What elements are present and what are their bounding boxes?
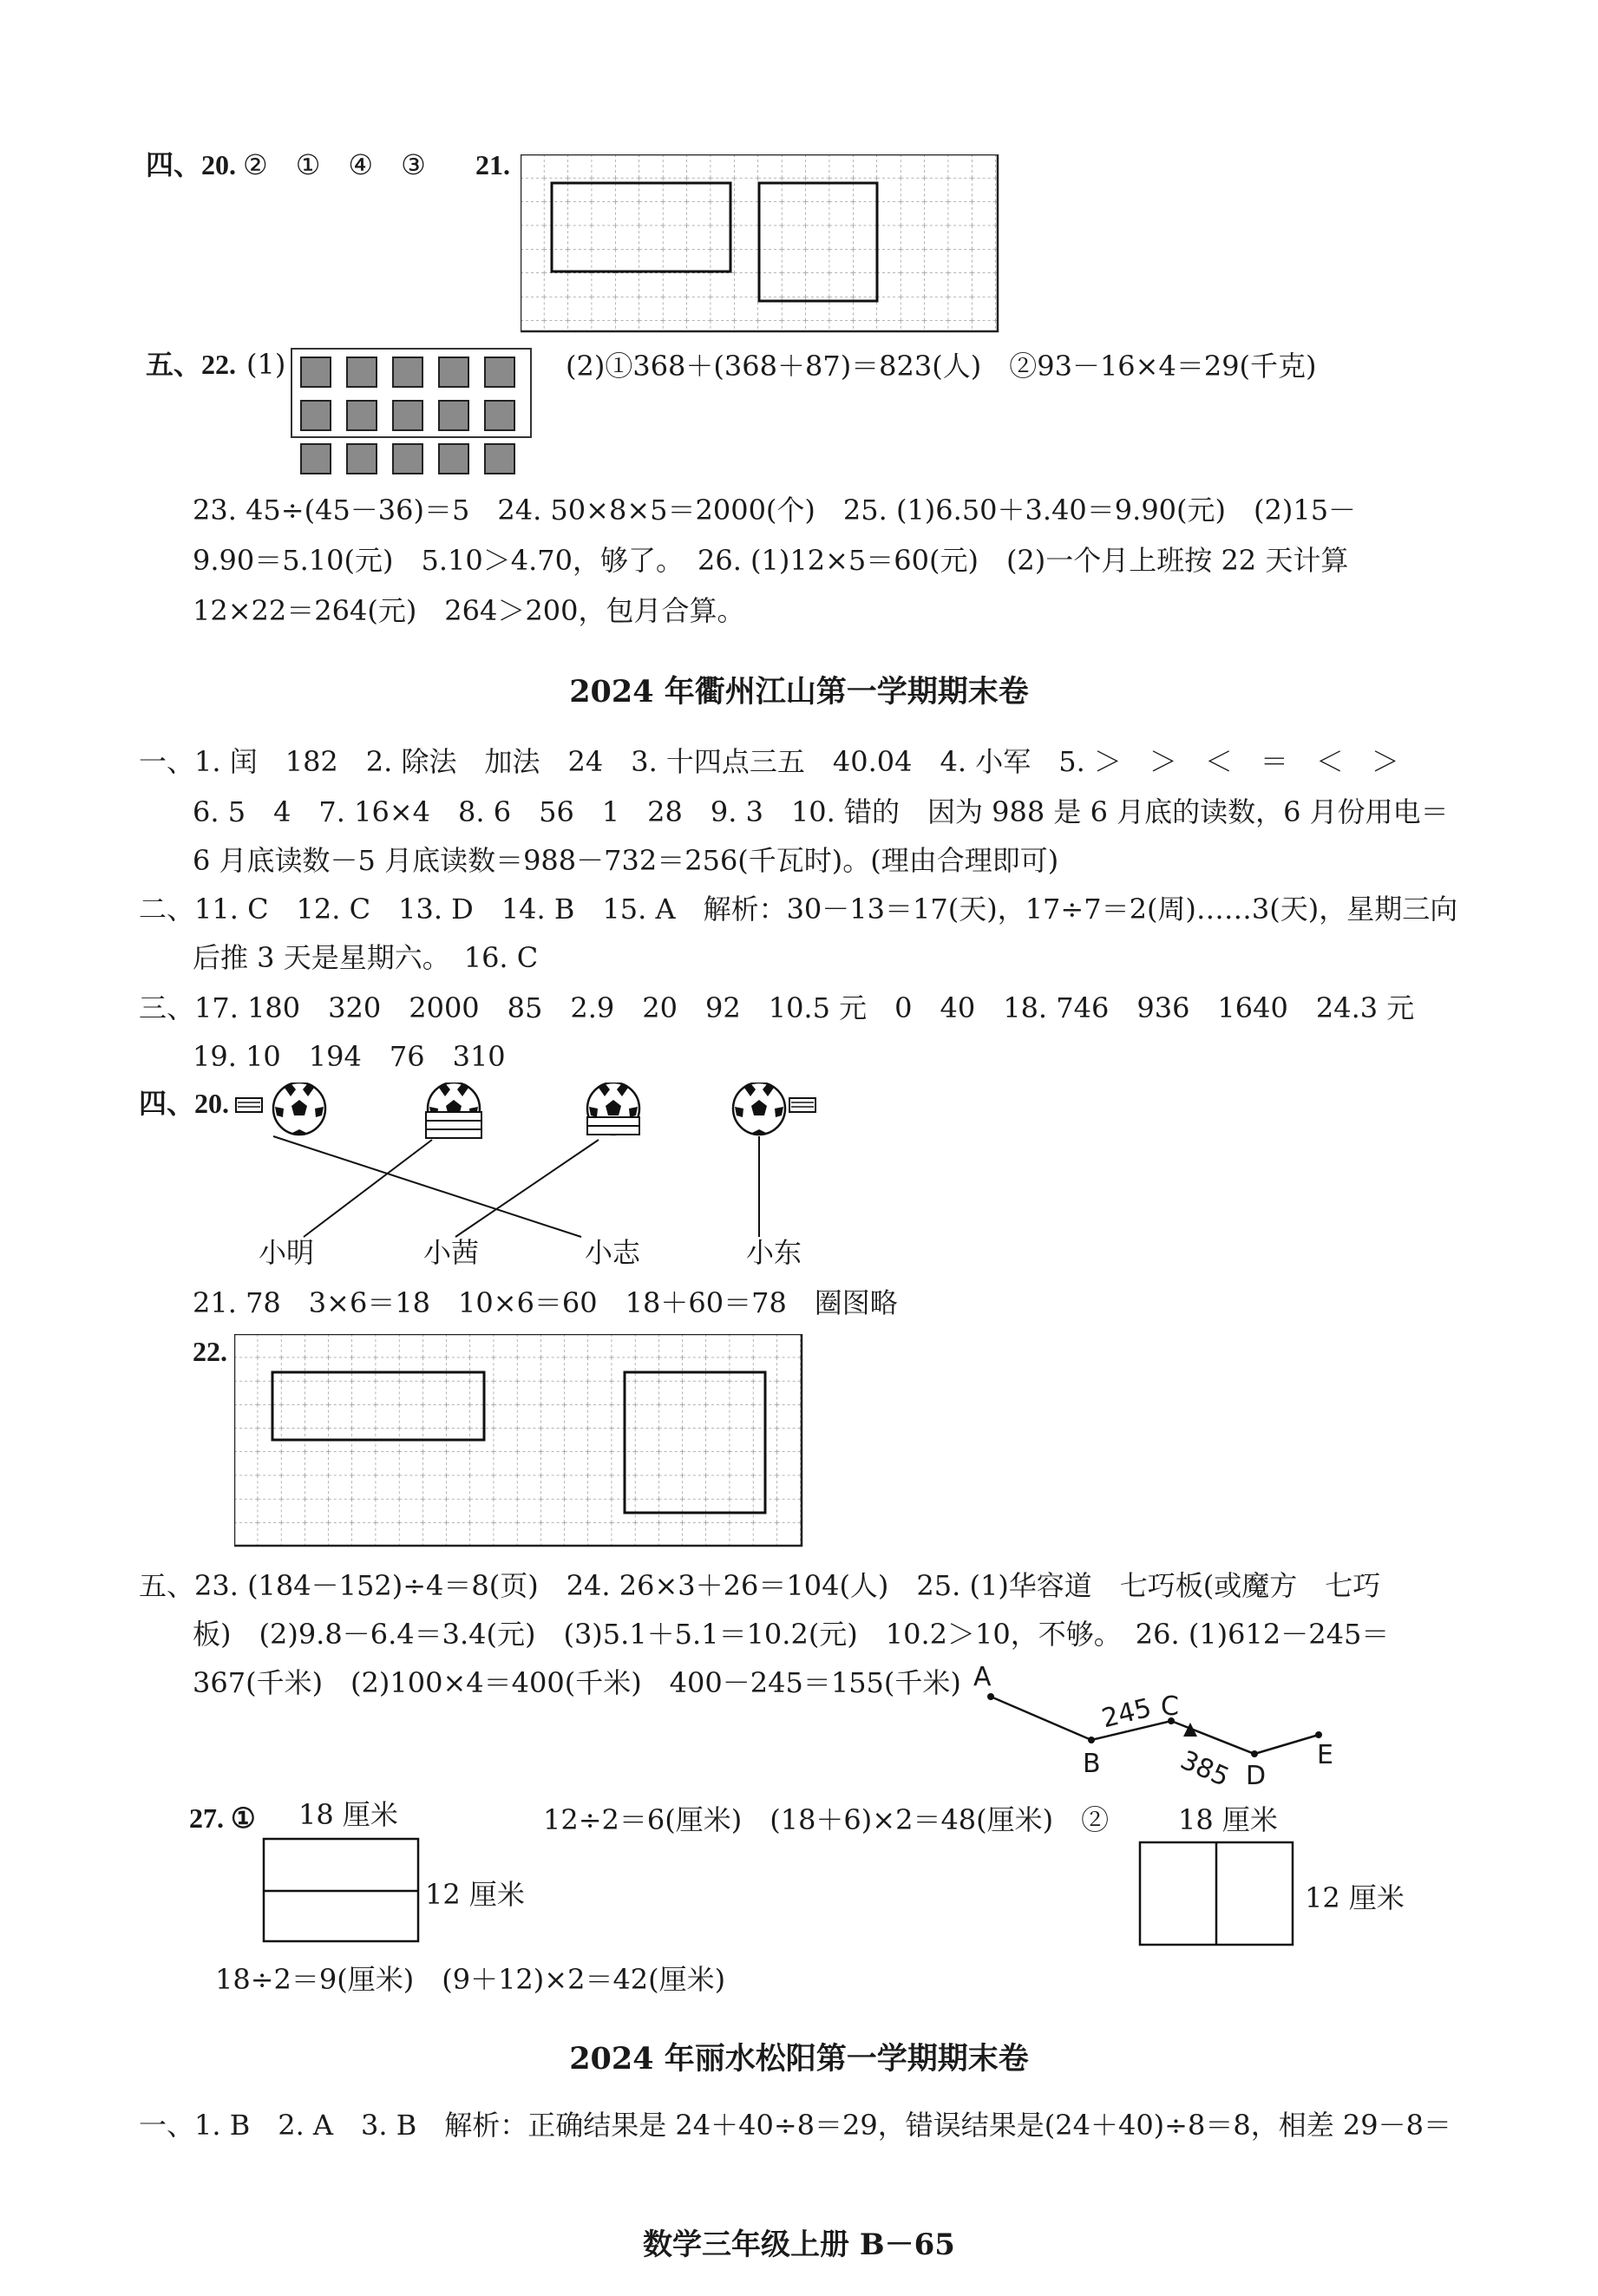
point-b: B	[1083, 1749, 1101, 1779]
q27-calc: 12÷2＝6(厘米) (18＋6)×2＝48(厘米) ②	[543, 1803, 1110, 1836]
text-line: 6 月底读数－5 月底读数＝988－732＝256(千瓦时)。(理由合理即可)	[193, 844, 1059, 877]
q27-label: 27. ①	[189, 1802, 256, 1834]
rect1-side-label: 12 厘米	[425, 1878, 525, 1911]
q22-sub1: (1)	[246, 348, 286, 381]
name-xiaozhi: 小志	[585, 1236, 641, 1269]
section-title-songyang: 2024 年丽水松阳第一学期期末卷	[569, 2041, 1029, 2077]
q20-label: 四、20.	[146, 149, 237, 180]
text-line: 19. 10 194 76 310	[193, 1040, 506, 1073]
rect1-figure	[262, 1837, 423, 1946]
rect2-figure	[1138, 1841, 1296, 1950]
ball-item-2	[426, 1083, 481, 1138]
ball-item-4	[733, 1083, 815, 1135]
q20b-label: 四、20.	[139, 1088, 230, 1119]
q22-label: 五、22.	[146, 349, 237, 380]
q22b-label: 22.	[193, 1336, 227, 1367]
point-a: A	[973, 1662, 992, 1692]
text-line: 21. 78 3×6＝18 10×6＝60 18＋60＝78 圈图略	[193, 1286, 898, 1319]
text-line: 23. 45÷(45－36)＝5 24. 50×8×5＝2000(个) 25. (1)6.50＋3.40＝9.90(元) (2)15－	[193, 494, 1357, 527]
text-line: 板) (2)9.8－6.4＝3.4(元) (3)5.1＋5.1＝10.2(元) 10.2＞10，不够。 26. (1)612－245＝	[193, 1618, 1390, 1651]
q22-sub2: (2)①368＋(368＋87)＝823(人) ②93－16×4＝29(千克)	[566, 350, 1317, 383]
distance-385: 385	[1176, 1744, 1234, 1794]
text-line: 9.90＝5.10(元) 5.10＞4.70，够了。 26. (1)12×5＝60(元) (2)一个月上班按 22 天计算	[193, 544, 1349, 577]
grid-q21	[521, 154, 999, 333]
name-xiaodong: 小东	[746, 1236, 802, 1269]
text-line: 12×22＝264(元) 264＞200，包月合算。	[193, 594, 745, 627]
text-line: 五、23. (184－152)÷4＝8(页) 24. 26×3＋26＝104(人) 25. (1)华容道 七巧板(或魔方 七巧	[139, 1569, 1381, 1602]
squares-figure	[290, 347, 534, 481]
ball-item-3	[587, 1083, 639, 1135]
grid-q22	[234, 1334, 803, 1549]
rect2-side-label: 12 厘米	[1305, 1881, 1405, 1914]
point-e: E	[1317, 1740, 1333, 1770]
ball-item-1	[236, 1083, 325, 1135]
name-xiaoming: 小明	[259, 1236, 315, 1269]
q20-answer: ② ① ④ ③	[243, 148, 426, 181]
point-c: C	[1161, 1691, 1179, 1722]
text-line: 三、17. 180 320 2000 85 2.9 20 92 10.5 元 0 40 18. 746 936 1640 24.3 元	[139, 991, 1415, 1024]
text-line: 18÷2＝9(厘米) (9＋12)×2＝42(厘米)	[215, 1963, 726, 1996]
section-title-jiangshan: 2024 年衢州江山第一学期期末卷	[569, 674, 1029, 710]
route-figure	[963, 1657, 1353, 1787]
text-line: 一、1. 闰 182 2. 除法 加法 24 3. 十四点三五 40.04 4. 小军 5. ＞ ＞ ＜ ＝ ＜ ＞	[139, 745, 1399, 778]
rect2-top-label: 18 厘米	[1178, 1803, 1278, 1836]
text-line: 后推 3 天是星期六。 16. C	[193, 941, 539, 974]
name-xiaoqian: 小茜	[423, 1236, 480, 1269]
distance-245: 245	[1098, 1692, 1155, 1735]
point-d: D	[1246, 1761, 1267, 1791]
text-line: 367(千米) (2)100×4＝400(千米) 400－245＝155(千米)	[193, 1666, 961, 1699]
page-footer: 数学三年级上册 B－65	[643, 2227, 955, 2262]
text-line: 二、11. C 12. C 13. D 14. B 15. A 解析：30－13＝17(天)，17÷7＝2(周)……3(天)，星期三向	[139, 893, 1458, 926]
text-line: 6. 5 4 7. 16×4 8. 6 56 1 28 9. 3 10. 错的 因为 988 是 6 月底的读数，6 月份用电＝	[193, 795, 1449, 828]
rect1-top-label: 18 厘米	[298, 1798, 398, 1831]
q21-label: 21.	[475, 149, 510, 180]
text-line: 一、1. B 2. A 3. B 解析：正确结果是 24＋40÷8＝29，错误结果是(24＋40)÷8＝8，相差 29－8＝	[139, 2109, 1451, 2142]
